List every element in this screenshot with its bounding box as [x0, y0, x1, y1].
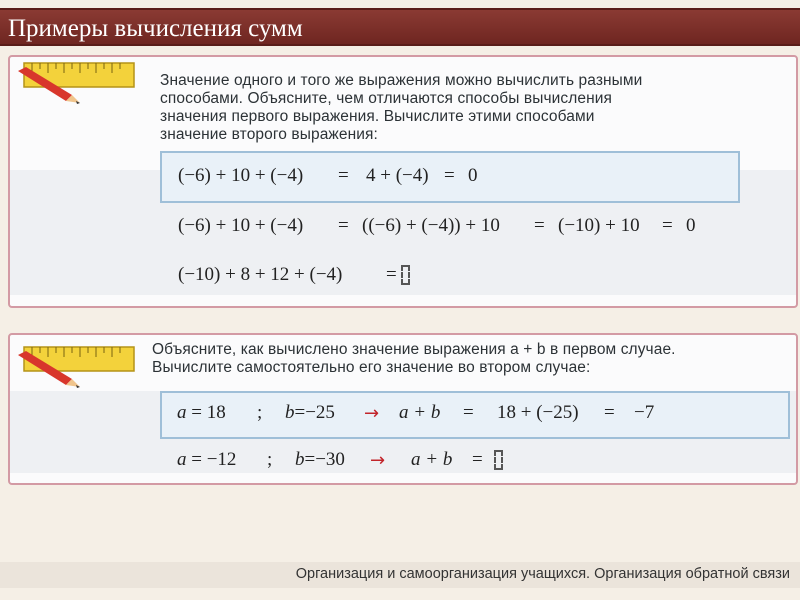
arrow-icon: →: [370, 450, 386, 471]
separator: ;: [267, 449, 273, 470]
variable-a: [177, 449, 236, 471]
equals-sign: =: [338, 215, 349, 236]
footer-text: Организация и самоорганизация учащихся. Организация обратной связи: [295, 566, 790, 582]
a-value: = 18: [186, 402, 226, 423]
ruler-pencil-icon: [14, 61, 144, 106]
answer-placeholder-box[interactable]: [494, 450, 503, 470]
expression: (−6) + 10 + (−4): [178, 215, 304, 236]
equals-sign: =: [463, 402, 474, 423]
result: 0: [468, 165, 478, 186]
variable-b: [285, 402, 335, 424]
equals-sign: =: [386, 264, 397, 285]
equals-sign: =: [534, 215, 545, 236]
expression: 4 + (−4): [366, 165, 429, 186]
result: −7: [634, 402, 655, 423]
task-1-text-line: способами. Объясните, чем отличаются способы вычисления: [160, 90, 613, 107]
task-2-text: [152, 341, 676, 377]
equals-sign: =: [662, 215, 673, 236]
task-panel-2: [8, 333, 798, 485]
a-value: = −12: [186, 449, 237, 470]
ruler-pencil-icon: [14, 345, 144, 390]
task-1-text-line: значение второго выражения:: [160, 126, 378, 143]
var-a: a: [177, 402, 187, 423]
task-panel-1: [8, 55, 798, 308]
sum-expression: a + b: [399, 402, 441, 423]
equals-sign: =: [604, 402, 615, 423]
answer-placeholder-box[interactable]: [401, 265, 410, 285]
variable-a: [177, 402, 226, 424]
separator: ;: [257, 402, 263, 423]
expression: (−10) + 8 + 12 + (−4): [178, 264, 343, 285]
var-b: b: [285, 402, 295, 423]
task-1-text-line: значения первого выражения. Вычислите этими способами: [160, 108, 595, 125]
slide-title: Примеры вычисления сумм: [8, 15, 303, 42]
variable-b: [295, 449, 345, 471]
footer-bar: [0, 562, 800, 588]
task-1-text-line: Значение одного и того же выражения можно вычислить разными: [160, 72, 643, 89]
equals-sign: =: [444, 165, 455, 186]
equals-sign: =: [472, 449, 483, 470]
sum-expression: a + b: [411, 449, 453, 470]
expression: (−6) + 10 + (−4): [178, 165, 304, 186]
slide-title-bar: [0, 8, 800, 46]
task-1-text: [160, 72, 642, 144]
b-value: =−25: [294, 402, 335, 423]
equals-sign: =: [338, 165, 349, 186]
b-value: =−30: [304, 449, 345, 470]
arrow-icon: →: [364, 403, 380, 424]
expression: (−10) + 10: [558, 215, 640, 236]
task-2-text-line: Вычислите самостоятельно его значение во втором случае:: [152, 359, 591, 376]
task-2-text-line: Объясните, как вычислено значение выражения a + b в первом случае.: [152, 341, 676, 358]
expression: ((−6) + (−4)) + 10: [362, 215, 500, 236]
var-b: b: [295, 449, 305, 470]
var-a: a: [177, 449, 187, 470]
calculation: 18 + (−25): [497, 402, 579, 423]
result: 0: [686, 215, 696, 236]
example-box-2: [160, 391, 790, 439]
